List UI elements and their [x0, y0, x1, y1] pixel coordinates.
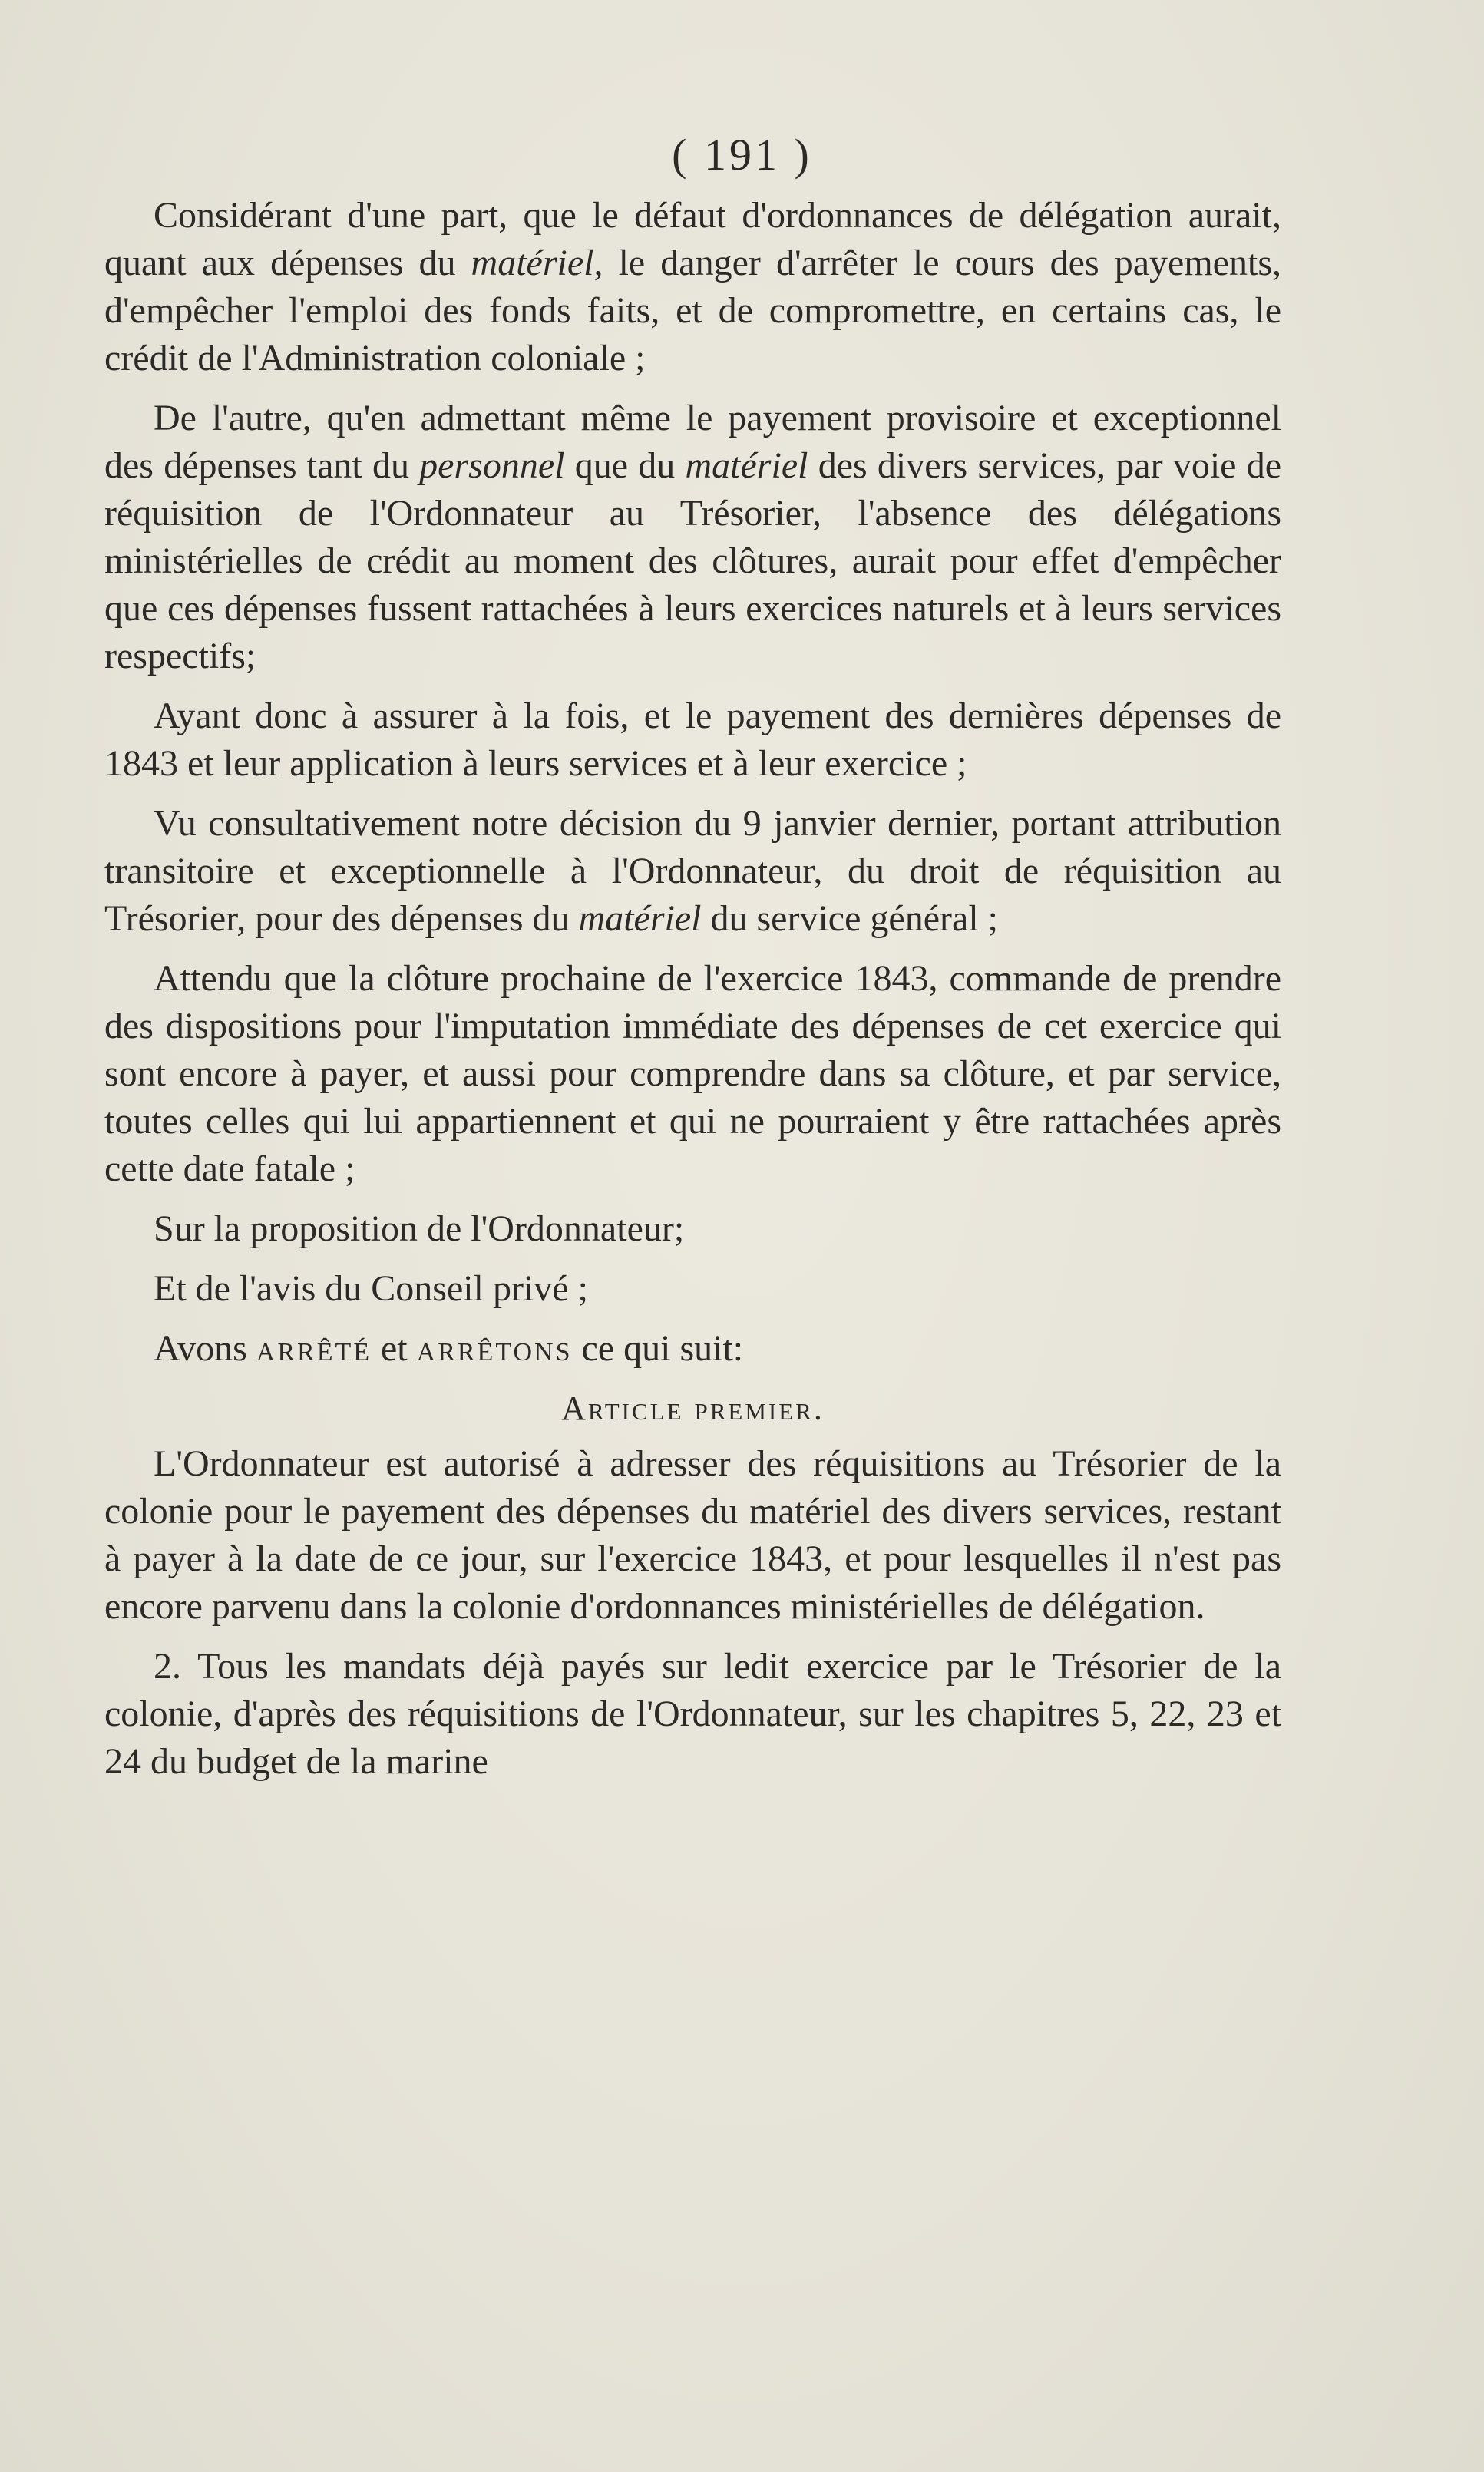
- text-run: Avons: [154, 1328, 256, 1369]
- text-run: du service général ;: [701, 898, 998, 939]
- text-run: Vu consultativement notre décision du 9 janvier dernier, portant attribution transitoire et exceptionnelle à l'Ordonnateur, du droit de réquisition au Trésorier, pour des dépenses du: [104, 803, 1281, 939]
- paragraph-avis: Et de l'avis du Conseil privé ;: [154, 1268, 588, 1309]
- small-caps-term: arrêté: [256, 1328, 372, 1369]
- paragraph-sur-la-proposition: Sur la proposition de l'Ordonnateur;: [154, 1208, 685, 1249]
- paragraph-de-l-autre: [104, 395, 1281, 680]
- text-run: De l'autre, qu'en admettant même le payement provisoire et exceptionnel des dépenses tant du: [104, 398, 1281, 486]
- text-run: que du: [564, 445, 686, 486]
- text-run: ce qui suit:: [572, 1328, 744, 1369]
- text-run: et: [372, 1328, 417, 1369]
- document-body: [104, 192, 1281, 1798]
- paragraph-article-1: L'Ordonnateur est autorisé à adresser des réquisitions au Trésorier de la colonie pour le payement des dépenses du matériel des divers services, restant à payer à la date de ce jour, sur l'exercice 1843, et pour lesquelles il n'est pas encore parvenu dans la colonie d'ordonnances ministérielles de délégation.: [104, 1443, 1281, 1627]
- text-run: Considérant d'une part, que le défaut d'ordonnances de délégation aurait, quant aux dépenses du: [104, 195, 1281, 283]
- text-run: , le danger d'arrêter le cours des payements, d'empêcher l'emploi des fonds faits, et de compromettre, en certains cas, le crédit de l'Administration coloniale ;: [104, 243, 1281, 378]
- paragraph-attendu: Attendu que la clôture prochaine de l'exercice 1843, commande de prendre des dispositions pour l'imputation immédiate des dépenses de cet exercice qui sont encore à payer, et aussi pour comprendre dans sa clôture, et par service, toutes celles qui lui appartiennent et qui ne pourraient y être rattachées après cette date fatale ;: [104, 958, 1281, 1189]
- italic-term: personnel: [419, 445, 565, 486]
- italic-term: matériel: [685, 445, 808, 486]
- italic-term: matériel: [471, 243, 594, 283]
- paragraph-article-2: 2. Tous les mandats déjà payés sur ledit exercice par le Trésorier de la colonie, d'après des réquisitions de l'Ordonnateur, sur les chapitres 5, 22, 23 et 24 du budget de la marine: [104, 1646, 1281, 1782]
- paragraph-avons-arrete: [104, 1325, 1281, 1373]
- article-heading: Article premier.: [561, 1390, 825, 1427]
- small-caps-term: arrêtons: [416, 1328, 573, 1369]
- page-number: ( 191 ): [672, 130, 812, 180]
- paragraph-considerant: [104, 192, 1281, 382]
- italic-term: matériel: [578, 898, 702, 939]
- paragraph-ayant: Ayant donc à assurer à la fois, et le payement des dernières dépenses de 1843 et leur application à leurs services et à leur exercice ;: [104, 696, 1281, 784]
- paragraph-vu: [104, 800, 1281, 943]
- text-run: des divers services, par voie de réquisition de l'Ordonnateur au Trésorier, l'absence des délégations ministérielles de crédit au moment des clôtures, aurait pour effet d'empêcher que ces dépenses fussent rattachées à leurs exercices naturels et à leurs services respectifs;: [104, 445, 1281, 676]
